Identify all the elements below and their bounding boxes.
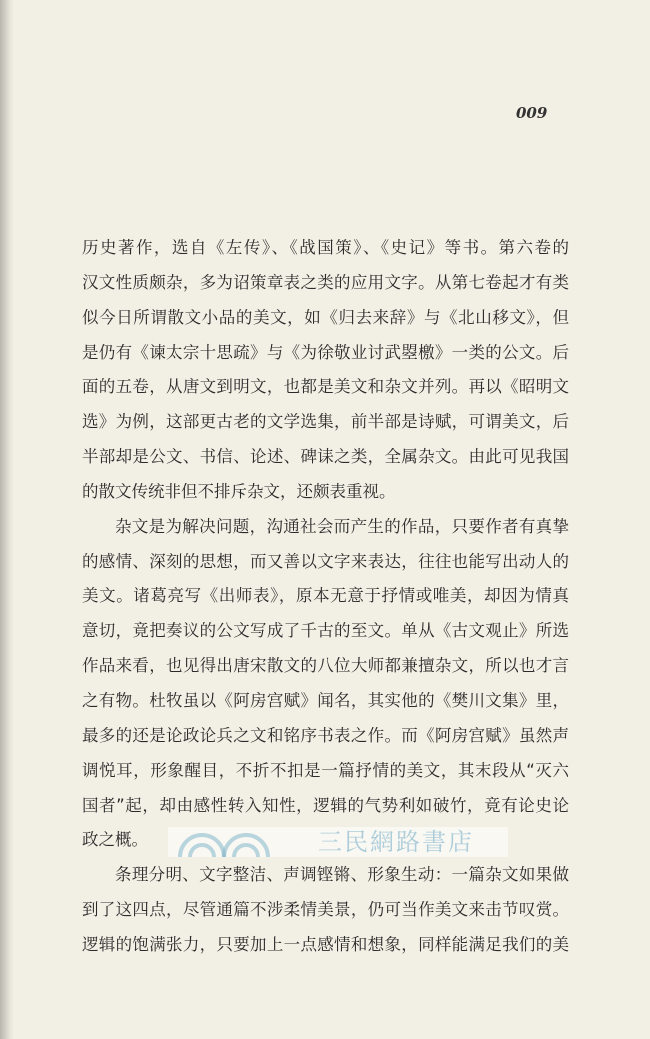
text-line: 是仍有《谏太宗十思疏》与《为徐敬业讨武曌檄》一类的公文。后 <box>82 342 569 362</box>
text-line: 最多的还是论政论兵之文和铭序书表之作。而《阿房宫赋》虽然声 <box>82 725 569 745</box>
watermark-text: 三民網路書店 <box>318 828 474 856</box>
text-line: 美文。诸葛亮写《出师表》，原本无意于抒情或唯美，却因为情真 <box>82 586 569 606</box>
page-edge-shadow <box>0 0 14 1039</box>
text-line: 之有物。杜牧虽以《阿房宫赋》闻名，其实他的《樊川文集》里， <box>82 690 569 710</box>
watermark-logo-icon <box>174 829 314 857</box>
text-line: 面的五卷，从唐文到明文，也都是美文和杂文并列。再以《昭明文 <box>82 377 569 397</box>
text-line: 调悦耳，形象醒目，不折不扣是一篇抒情的美文，其末段从“灭六 <box>82 760 569 780</box>
text-line: 杂文是为解决问题，沟通社会而产生的作品，只要作者有真挚 <box>115 516 569 536</box>
text-line: 意切，竟把奏议的公文写成了千古的至文。单从《古文观止》所选 <box>82 621 569 641</box>
page-number: 009 <box>516 104 548 122</box>
text-line: 到了这四点，尽管通篇不涉柔情美景，仍可当作美文来击节叹赏。 <box>82 900 569 920</box>
text-line: 的感情、深刻的思想，而又善以文字来表达，往往也能写出动人的 <box>82 551 569 571</box>
text-line: 似今日所谓散文小品的美文，如《归去来辞》与《北山移文》，但 <box>82 307 569 327</box>
text-line: 逻辑的饱满张力，只要加上一点感情和想象，同样能满足我们的美 <box>82 934 569 954</box>
watermark <box>168 827 508 857</box>
text-line: 汉文性质颇杂，多为诏策章表之类的应用文字。从第七卷起才有类 <box>82 272 569 292</box>
text-line: 半部却是公文、书信、论述、碑诔之类，全属杂文。由此可见我国 <box>82 447 569 467</box>
text-line: 的散文传统非但不排斥杂文，还颇表重视。 <box>82 481 396 501</box>
text-line: 条理分明、文字整洁、声调铿锵、形象生动：一篇杂文如果做 <box>115 865 569 885</box>
text-line: 历史著作，选自《左传》、《战国策》、《史记》等书。第六卷的 <box>82 238 569 257</box>
text-line: 政之概。 <box>82 830 148 850</box>
text-line: 国者”起，却由感性转入知性，逻辑的气势利如破竹，竟有论史论 <box>82 795 569 815</box>
text-line: 作品来看，也见得出唐宋散文的八位大师都兼擅杂文，所以也才言 <box>82 656 569 676</box>
text-line: 选》为例，这部更古老的文学选集，前半部是诗赋，可谓美文，后 <box>82 412 569 432</box>
